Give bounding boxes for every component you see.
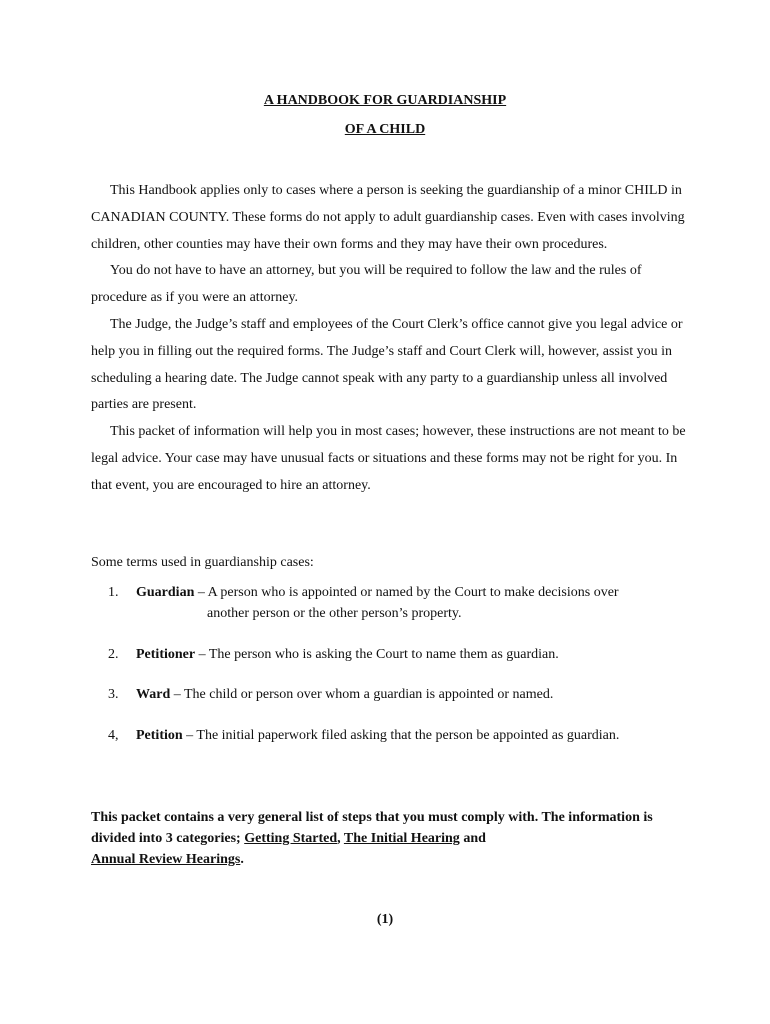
summary-separator: and <box>459 831 486 846</box>
term-name: Guardian <box>136 585 195 600</box>
paragraph-2: You do not have to have an attorney, but you will be required to follow the law and the rules of procedure as if you were an attorney. <box>91 263 642 306</box>
term-number: 4, <box>108 728 119 743</box>
term-definition: – The child or person over whom a guardian is appointed or named. <box>170 687 554 702</box>
page-number: (1) <box>376 912 394 927</box>
title-line-1: A HANDBOOK FOR GUARDIANSHIP <box>263 93 507 108</box>
intro-body <box>91 178 686 500</box>
term-name: Ward <box>136 687 171 702</box>
term-definition: – A person who is appointed or named by the Court to make decisions over <box>194 585 619 600</box>
term-name: Petition <box>136 728 183 743</box>
term-number: 2. <box>108 647 119 662</box>
terms-heading: Some terms used in guardianship cases: <box>91 555 314 570</box>
title-line-2: OF A CHILD <box>344 122 426 137</box>
summary-end: . <box>240 852 244 867</box>
term-text <box>136 684 696 705</box>
term-text <box>136 644 696 665</box>
summary-separator: , <box>337 831 344 846</box>
term-definition: – The person who is asking the Court to name them as guardian. <box>195 647 559 662</box>
paragraph-4: This packet of information will help you in most cases; however, these instructions are not meant to be legal advice. Your case may have unusual facts or situations and these forms may not be right for you. In that event, you are encouraged to hire an attorney. <box>91 424 686 493</box>
category-getting-started: Getting Started <box>244 831 338 846</box>
term-text <box>136 725 696 746</box>
term-definition-continued: another person or the other person’s property. <box>207 606 462 621</box>
category-annual-review: Annual Review Hearings <box>91 852 241 867</box>
term-text <box>136 582 696 603</box>
summary-text: This packet contains a very general list of steps that you must comply with. The information is divided into 3 categories; <box>91 810 653 846</box>
paragraph-1: This Handbook applies only to cases where a person is seeking the guardianship of a minor CHILD in CANADIAN COUNTY. These forms do not apply to adult guardianship cases. Even with cases involving children, other counties may have their own forms and they may have their own procedures. <box>91 183 685 252</box>
summary-paragraph <box>91 807 691 870</box>
category-initial-hearing: The Initial Hearing <box>343 831 460 846</box>
paragraph-3: The Judge, the Judge’s staff and employees of the Court Clerk’s office cannot give you legal advice or help you in filling out the required forms. The Judge’s staff and Court Clerk will, however, assist you in scheduling a hearing date. The Judge cannot speak with any party to a guardianship unless all involved parties are present. <box>91 316 683 413</box>
term-number: 3. <box>108 687 119 702</box>
term-name: Petitioner <box>136 647 196 662</box>
term-number: 1. <box>108 585 119 600</box>
term-definition: – The initial paperwork filed asking that the person be appointed as guardian. <box>182 728 620 743</box>
